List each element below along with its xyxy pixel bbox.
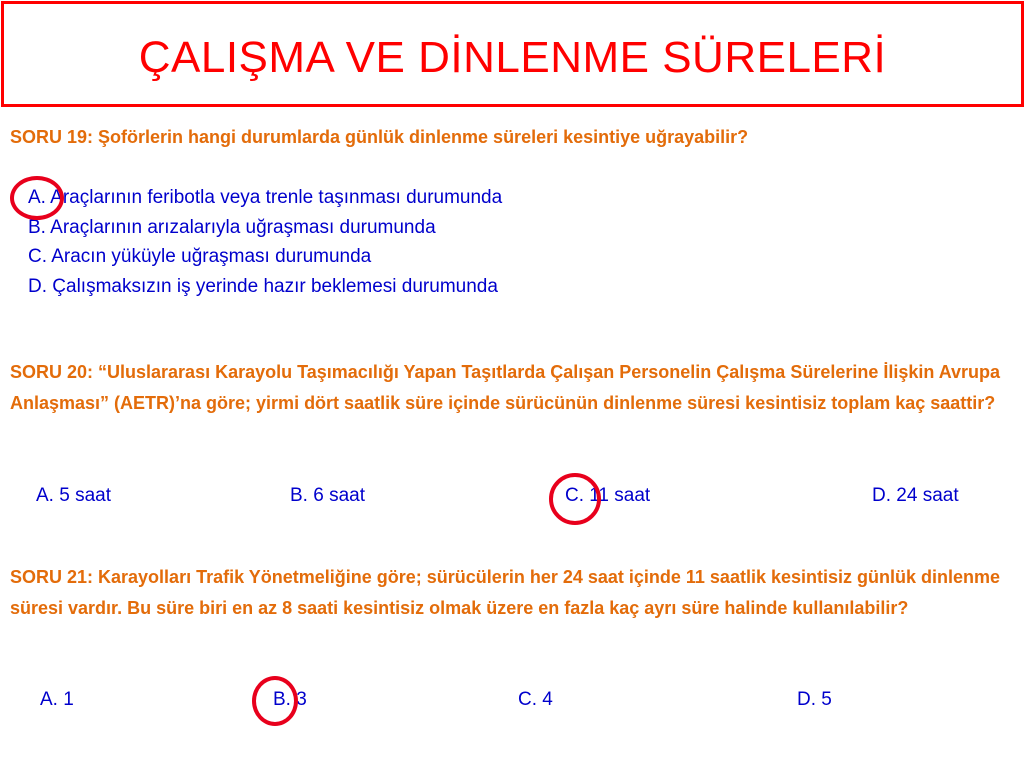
q19-option-c: C. Aracın yüküyle uğraşması durumunda — [28, 246, 372, 267]
q21-option-d: D. 5 — [797, 689, 832, 710]
title-frame — [1, 1, 1024, 107]
q20-option-c: C. 11 saat — [565, 485, 651, 506]
q19-option-d: D. Çalışmaksızın iş yerinde hazır beklemesi durumunda — [28, 275, 498, 297]
question-19-options — [28, 183, 502, 301]
question-19: SORU 19: Şoförlerin hangi durumlarda günlük dinlenme süreleri kesintiye uğrayabilir? — [10, 127, 749, 147]
q20-option-d: D. 24 saat — [872, 485, 959, 506]
slide-title: ÇALIŞMA VE DİNLENME SÜRELERİ — [138, 33, 887, 82]
question-21: SORU 21: Karayolları Trafik Yönetmeliğine göre; sürücülerin her 24 saat içinde 11 saatlik kesintisiz günlük dinlenme süresi vardır. Bu süre biri en az 8 saati kesintisiz olmak üzere en fazla kaç ayrı süre halinde kullanılabilir? — [10, 567, 1001, 618]
q21-option-a: A. 1 — [40, 689, 74, 710]
q19-option-b: B. Araçlarının arızalarıyla uğraşması durumunda — [28, 216, 436, 238]
q20-option-a: A. 5 saat — [36, 485, 111, 506]
question-20: SORU 20: “Uluslararası Karayolu Taşımacılığı Yapan Taşıtlarda Çalışan Personelin Çalışma Sürelerine İlişkin Avrupa Anlaşması” (AETR)’na göre; yirmi dört saatlik süre içinde sürücünün dinlenme süresi kesintisiz toplam kaç saattir? — [10, 362, 1001, 413]
q19-option-a: A. Araçlarının feribotla veya trenle taşınması durumunda — [28, 187, 503, 208]
q20-option-b: B. 6 saat — [290, 485, 365, 506]
q21-option-b: B. 3 — [273, 689, 307, 710]
q21-option-c: C. 4 — [518, 689, 553, 710]
